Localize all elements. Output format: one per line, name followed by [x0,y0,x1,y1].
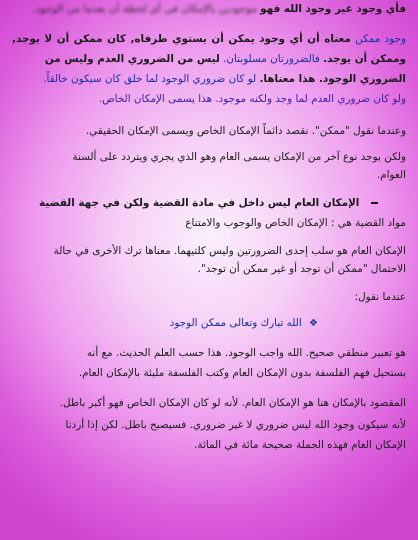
highlight-segment: وجود ممكن [355,33,406,45]
text-segment: الإمكان العام ليس داخل في مادة القضية ولكن في جهة القضية [39,197,360,209]
highlight-segment: فالضرورتان مسلوبتان. [223,53,320,65]
text-line [12,438,406,452]
text-line [12,418,406,432]
text-segment: وممكن أن يوجد. [323,53,406,65]
text-line [12,168,406,182]
text-segment: المقصود بالإمكان هنا هو الإمكان العام. لأنه لو كان الإمكان الخاص فهو أكبر باطل. [59,397,406,409]
highlight-segment: لو كان ضروري الوجود لما خلق كان سيكون خالقاً. [43,73,257,85]
text-segment: فأي وجود غير وجود الله فهو [260,3,406,15]
text-segment: وعندما نقول "ممكن". نقصد دائماً الإمكان الخاص ويسمى الإمكان الحقيقي. [85,125,406,137]
text-line [12,92,406,106]
dash-bullet-icon [371,202,378,204]
text-line [12,262,406,276]
text-line [12,290,406,304]
text-line [12,346,406,360]
text-segment: ليس من الضروري العدم وليس من [44,53,220,65]
text-segment: الاحتمال "ممكن أن توجد أو غير ممكن أن توجد". [197,263,406,275]
text-line [12,124,406,138]
highlight-line [12,316,318,331]
text-segment: ولو كان ضروري العدم لما وجد ولكنه موجود. هذا يسمى الإمكان الخاص. [98,93,406,105]
text-line [12,244,406,258]
text-segment: يستحيل فهم الفلسفة بدون الإمكان العام وكتب الفلسفة مليئة بالإمكان العام. [78,367,406,379]
text-segment: مواد القضية هي : الإمكان الخاص والوجوب والامتناع [185,217,406,229]
text-line [12,32,406,46]
text-segment: عندما نقول: [354,291,406,303]
text-segment: هو تعبير منطقي صحيح. الله واجب الوجود. هذا حسب العلم الحديث. مع أنه [86,347,406,359]
text-line [12,396,406,410]
text-line [12,52,406,66]
text-segment: الضروري الوجود. هذا معناها. [259,73,406,85]
text-segment: ولكن يوجد نوع آخر من الإمكان يسمى العام وهو الذي يجري ويتردد على ألسنة [72,151,406,163]
text-segment: العوام. [376,169,406,181]
text-segment: لأنه سيكون وجود الله ليس ضروري لا غير ضروري. فسيصبح باطل. لكن إذا أردنا [65,419,406,431]
diamond-bullet-icon: ❖ [309,318,318,329]
text-line [12,72,406,86]
text-segment: الله تبارك وتعالى ممكن الوجود [169,317,302,329]
bullet-line [12,196,378,210]
text-line [12,366,406,380]
text-line [12,150,406,164]
blurred-text-segment: موجودين بالإمكان في أي لحظة أن يعدما من الوجود. [32,3,257,15]
text-line-top [12,2,406,16]
text-line [12,216,406,230]
text-segment: الإمكان العام فهذه الجملة صحيحة مائة في المائة. [194,439,406,451]
text-segment: معناه أن أي وجود يمكن أن يستوي طرفاه, كان ممكن أن لا يوجد, [12,33,351,45]
text-segment: الإمكان العام هو سلب إحدى الضرورتين وليس كلتيهما. معناها ترك الأخرى في حالة [53,245,406,257]
